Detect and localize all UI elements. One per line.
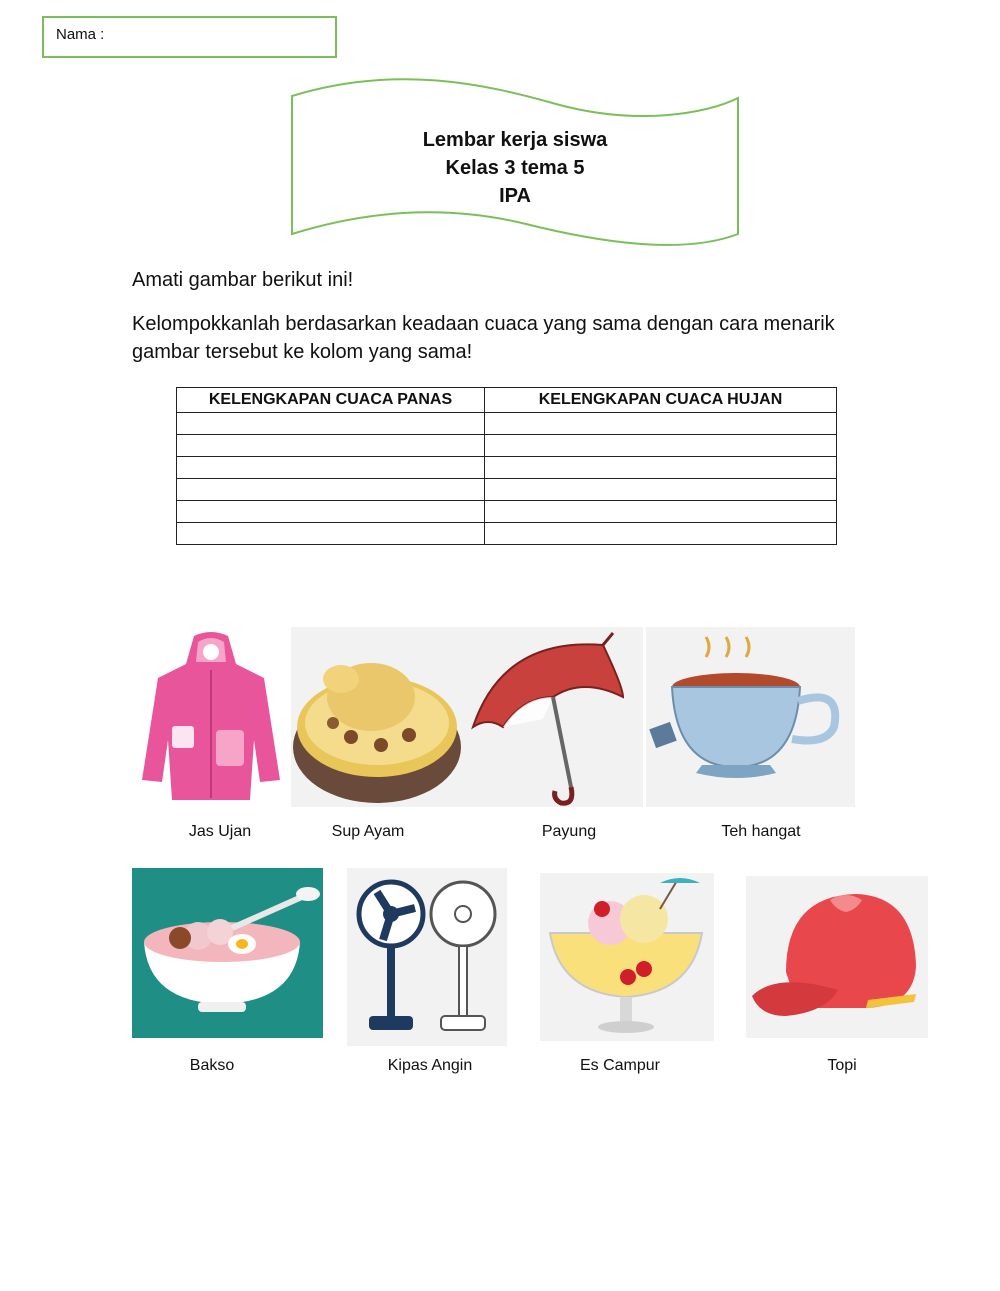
drop-cell-hot[interactable] <box>177 457 485 479</box>
hat-label: Topi <box>827 1057 857 1074</box>
raincoat-icon <box>132 630 290 808</box>
title-line-1: Lembar kerja siswa <box>422 129 608 151</box>
chicken-soup-label: Sup Ayam <box>331 823 405 840</box>
drop-cell-rain[interactable] <box>485 523 837 545</box>
ice-card[interactable] <box>540 873 714 1041</box>
name-field[interactable] <box>42 16 337 58</box>
drop-cell-rain[interactable] <box>485 479 837 501</box>
umbrella-icon <box>463 627 643 807</box>
raincoat-card[interactable] <box>132 630 290 808</box>
drop-cell-rain[interactable] <box>485 501 837 523</box>
drop-cell-hot[interactable] <box>177 435 485 457</box>
drop-cell-hot[interactable] <box>177 523 485 545</box>
drop-cell-rain[interactable] <box>485 413 837 435</box>
hat-icon <box>746 876 928 1038</box>
chicken-soup-icon <box>291 627 463 807</box>
raincoat-label: Jas Ujan <box>188 823 252 840</box>
worksheet-title <box>286 126 744 210</box>
drop-cell-hot[interactable] <box>177 413 485 435</box>
sorting-table <box>176 387 837 545</box>
column-hot-header: KELENGKAPAN CUACA PANAS <box>177 388 485 413</box>
instruction-group: Kelompokkanlah berdasarkan keadaan cuaca yang sama dengan cara menarik gambar tersebut ke kolom yang sama! <box>132 313 835 363</box>
bakso-icon <box>132 868 323 1038</box>
tea-card[interactable] <box>646 627 855 807</box>
ice-label: Es Campur <box>579 1057 661 1074</box>
fan-label: Kipas Angin <box>387 1057 473 1074</box>
bakso-label: Bakso <box>189 1057 235 1074</box>
bakso-card[interactable] <box>132 868 323 1038</box>
umbrella-card[interactable] <box>463 627 643 807</box>
name-label: Nama : <box>56 26 105 43</box>
ice-icon <box>540 873 714 1041</box>
chicken-soup-card[interactable] <box>291 627 463 807</box>
title-line-3: IPA <box>499 185 531 207</box>
tea-label: Teh hangat <box>721 823 801 840</box>
title-line-2: Kelas 3 tema 5 <box>445 157 585 179</box>
column-rain-header: KELENGKAPAN CUACA HUJAN <box>485 388 837 413</box>
drop-cell-rain[interactable] <box>485 435 837 457</box>
tea-icon <box>646 627 855 807</box>
drop-cell-hot[interactable] <box>177 479 485 501</box>
umbrella-label: Payung <box>541 823 597 840</box>
hat-card[interactable] <box>746 876 928 1038</box>
drop-cell-hot[interactable] <box>177 501 485 523</box>
fan-card[interactable] <box>347 868 507 1046</box>
drop-cell-rain[interactable] <box>485 457 837 479</box>
instruction-observe: Amati gambar berikut ini! <box>132 269 354 291</box>
fan-icon <box>347 868 507 1046</box>
